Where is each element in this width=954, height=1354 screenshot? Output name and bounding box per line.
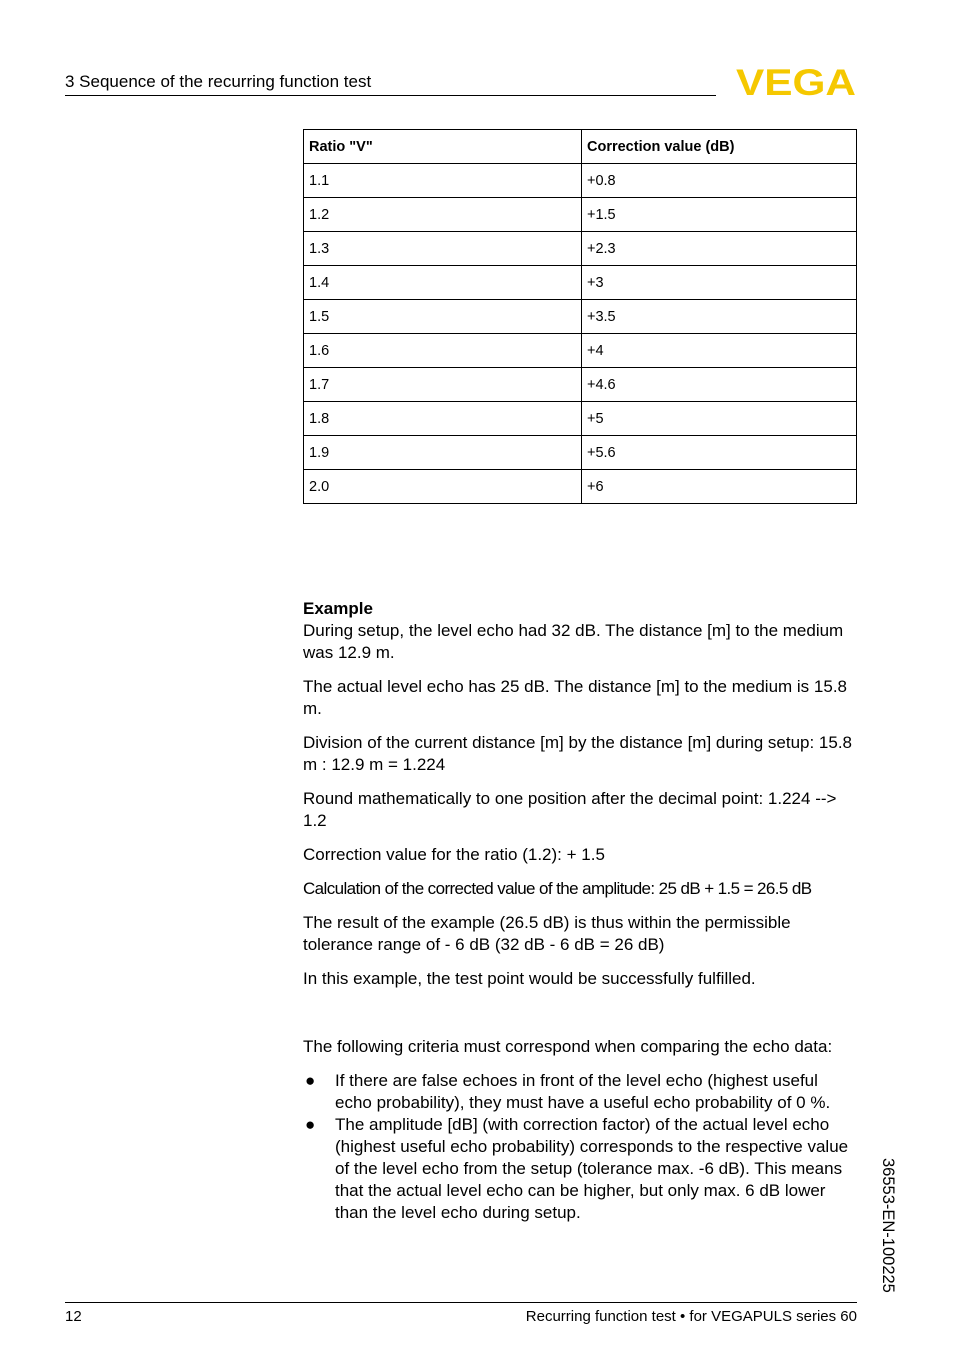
svg-text:VEGA: VEGA: [736, 66, 856, 98]
correction-cell: +6: [582, 470, 857, 504]
column-header-correction: Correction value (dB): [582, 130, 857, 164]
example-heading: Example: [303, 599, 373, 618]
bullet-icon: ●: [305, 1071, 316, 1090]
correction-cell: +2.3: [582, 232, 857, 266]
example-paragraph: The result of the example (26.5 dB) is thus within the permissible tolerance range of - 6 dB (32 dB - 6 dB = 26 dB): [303, 913, 791, 954]
ratio-cell: 1.5: [304, 300, 582, 334]
ratio-cell: 1.7: [304, 368, 582, 402]
table-row: [304, 334, 857, 368]
footer-text: Recurring function test • for VEGAPULS series 60: [525, 1308, 857, 1325]
example-paragraph: Correction value for the ratio (1.2): + 1.5: [303, 845, 605, 864]
section-title: 3 Sequence of the recurring function test: [65, 72, 372, 91]
ratio-cell: 1.6: [304, 334, 582, 368]
ratio-cell: 2.0: [304, 470, 582, 504]
list-item: [303, 1114, 859, 1224]
example-paragraph: During setup, the level echo had 32 dB. The distance [m] to the medium was 12.9 m.: [303, 621, 844, 662]
correction-cell: +3: [582, 266, 857, 300]
correction-cell: +4.6: [582, 368, 857, 402]
example-paragraph: The actual level echo has 25 dB. The distance [m] to the medium is 15.8 m.: [303, 677, 847, 718]
correction-cell: +4: [582, 334, 857, 368]
table-header-row: [304, 130, 857, 164]
header-divider: [65, 95, 716, 96]
table-row: [304, 266, 857, 300]
bullet-icon: ●: [305, 1115, 316, 1134]
ratio-cell: 1.9: [304, 436, 582, 470]
correction-cell: +0.8: [582, 164, 857, 198]
example-paragraph: Division of the current distance [m] by the distance [m] during setup: 15.8 m : 12.9 m = 1.224: [303, 733, 853, 774]
correction-cell: +3.5: [582, 300, 857, 334]
ratio-cell: 1.8: [304, 402, 582, 436]
vega-logo: [735, 66, 857, 98]
document-code: 36553-EN-100225: [879, 1158, 897, 1293]
table-row: [304, 232, 857, 266]
correction-table: [303, 129, 857, 504]
ratio-cell: 1.4: [304, 266, 582, 300]
correction-cell: +5.6: [582, 436, 857, 470]
main-content: [303, 598, 859, 1224]
footer-divider: [65, 1302, 857, 1303]
table-row: [304, 436, 857, 470]
correction-cell: +1.5: [582, 198, 857, 232]
ratio-cell: 1.1: [304, 164, 582, 198]
list-item-text: If there are false echoes in front of the level echo (highest useful echo probability), they must have a useful echo probability of 0 %.: [335, 1071, 831, 1112]
table-row: [304, 470, 857, 504]
table-row: [304, 164, 857, 198]
criteria-intro: The following criteria must correspond when comparing the echo data:: [303, 1037, 833, 1056]
criteria-list: [303, 1070, 859, 1224]
column-header-ratio: Ratio "V": [304, 130, 582, 164]
table-row: [304, 402, 857, 436]
example-paragraph: Calculation of the corrected value of the amplitude: 25 dB + 1.5 = 26.5 dB: [303, 879, 812, 898]
ratio-cell: 1.2: [304, 198, 582, 232]
example-paragraph: In this example, the test point would be successfully fulfilled.: [303, 969, 756, 988]
correction-cell: +5: [582, 402, 857, 436]
table-row: [304, 300, 857, 334]
table-row: [304, 368, 857, 402]
list-item: [303, 1070, 859, 1114]
ratio-cell: 1.3: [304, 232, 582, 266]
page-number: 12: [65, 1308, 82, 1325]
spacer: [303, 1002, 859, 1036]
list-item-text: The amplitude [dB] (with correction factor) of the actual level echo (highest useful echo probability) corresponds to the respective value of the level echo from the setup (tolerance max. -6 dB). This means that the actual level echo can be higher, but only max. 6 dB lower than the level echo during setup.: [335, 1115, 849, 1222]
example-paragraph: Round mathematically to one position after the decimal point: 1.224 --> 1.2: [303, 789, 837, 830]
table-row: [304, 198, 857, 232]
